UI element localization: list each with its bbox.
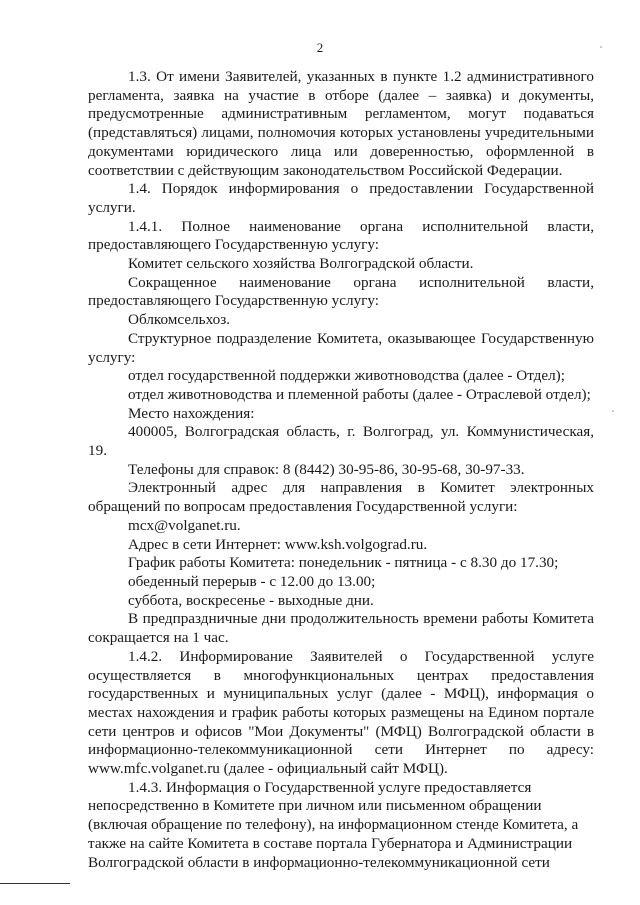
- paragraph-1-4-1: 1.4.1. Полное наименование органа исполнительной власти, предоставляющего Государственную услугу:: [88, 217, 594, 254]
- department-livestock-breeding: отдел животноводства и племенной работы (далее - Отраслевой отдел);: [128, 385, 591, 403]
- committee-short-name: Облкомсельхоз.: [128, 311, 230, 329]
- website-address: Адрес в сети Интернет: www.ksh.volgograd.ru.: [128, 535, 428, 553]
- work-schedule: График работы Комитета: понедельник - пятница - с 8.30 до 17.30;: [128, 554, 559, 572]
- pre-holiday-note: В предпраздничные дни продолжительность времени работы Комитета сокращается на 1 час.: [88, 610, 594, 647]
- scan-speck: [612, 410, 614, 412]
- email-address: mcx@volganet.ru.: [128, 516, 241, 534]
- paragraph-1-3: 1.3. От имени Заявителей, указанных в пункте 1.2 административного регламента, заявка на участие в отборе (далее – заявка) и документы, предусмотренные административным регламентом, могут подаваться (представляться) лицами, полномочия которых установлены учредительными документами юридического лица или доверенностью, оформленной в соответствии с действующим законодательством Российской Федерации.: [88, 68, 594, 179]
- committee-full-name: Комитет сельского хозяйства Волгоградской области.: [128, 255, 474, 273]
- email-heading: Электронный адрес для направления в Комитет электронных обращений по вопросам предоставления Государственной услуги:: [88, 479, 594, 516]
- location-heading: Место нахождения:: [128, 404, 255, 422]
- footer-rule: [0, 883, 70, 884]
- paragraph-1-4-3: 1.4.3. Информация о Государственной услуге предоставляется непосредственно в Комитете при личном или письменном обращении (включая обращение по телефону), на информационном стенде Комитета, а также на сайте Комитета в составе портала Губернатора и Администрации Волгоградской области в информационно-телекоммуникационной сети: [88, 778, 579, 871]
- paragraph-1-4: 1.4. Порядок информирования о предоставлении Государственной услуги.: [88, 180, 594, 216]
- days-off: суббота, воскресенье - выходные дни.: [128, 591, 374, 609]
- short-name-heading: Сокращенное наименование органа исполнительной власти, предоставляющего Государственную услугу:: [88, 273, 594, 310]
- document-body: [88, 68, 594, 872]
- paragraph-1-4-2: 1.4.2. Информирование Заявителей о Государственной услуге осуществляется в многофункциональных центрах предоставления государственных и муниципальных услуг (далее - МФЦ), информация о местах нахождения и график работы которых размещены на Едином портале сети центров и офисов "Мои Документы" (МФЦ) Волгоградской области в информационно-телекоммуникационной сети Интернет по адресу: www.mfc.volganet.ru (далее - официальный сайт МФЦ).: [88, 647, 594, 778]
- phone-numbers: Телефоны для справок: 8 (8442) 30-95-86, 30-95-68, 30-97-33.: [128, 460, 525, 478]
- structural-unit-heading: Структурное подразделение Комитета, оказывающее Государственную услугу:: [88, 329, 594, 366]
- page-number: 2: [316, 40, 324, 55]
- scan-speck: [600, 46, 602, 48]
- department-livestock-support: отдел государственной поддержки животноводства (далее - Отдел);: [128, 367, 565, 385]
- lunch-break: обеденный перерыв - с 12.00 до 13.00;: [128, 572, 376, 590]
- location-address: 400005, Волгоградская область, г. Волгоград, ул. Коммунистическая, 19.: [88, 423, 594, 460]
